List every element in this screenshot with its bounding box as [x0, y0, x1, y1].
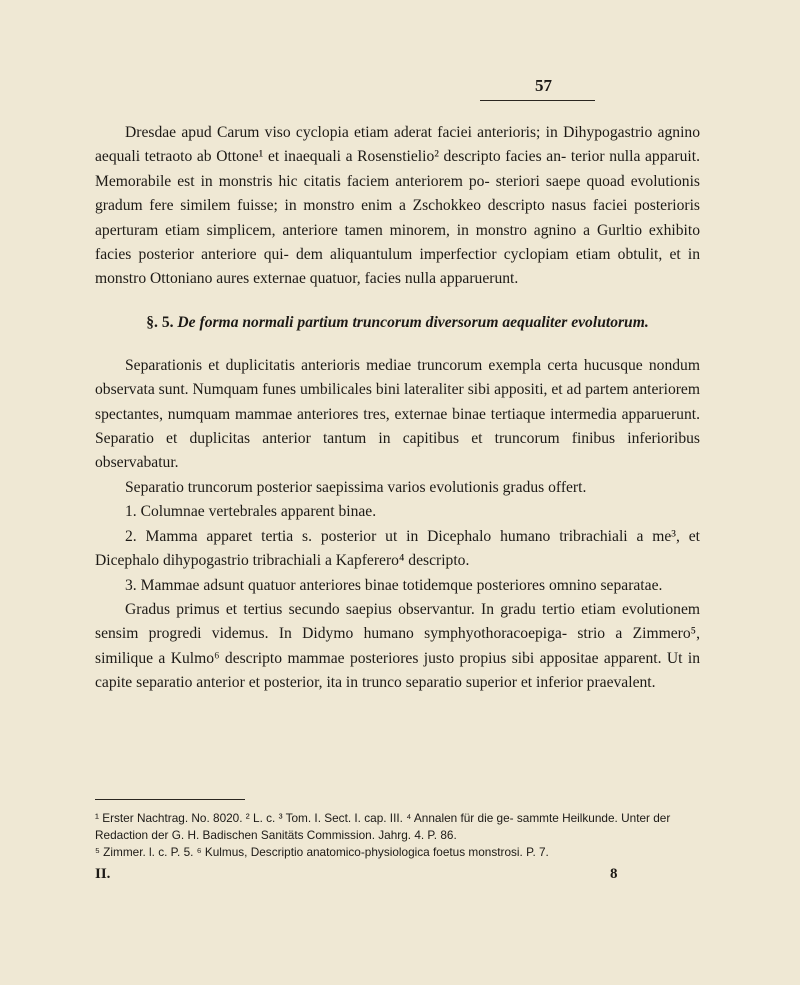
footnote-rule [95, 799, 245, 800]
paragraph-1: Dresdae apud Carum viso cyclopia etiam aderat faciei anterioris; in Dihypogastrio agnino aequali tetraoto ab Ottone¹ et inaequali a Rosenstielio² descripto facies an- terior nulla apparuit. Memorabile est in monstris hic citatis faciem anteriorem po- steriori saepe quoad evolutionis gradum fere similem fuisse; in monstro enim a Zschokkeo descripto nasus faciei posterioris aperturam etiam simplicem, anteriore tamen minorem, in monstro agnino a Gurltio exhibito facies posterior anteriore qui- dem aliquantulum imperfectior cyclopiam etiam obtulit, et in monstro Ottoniano aures externae quatuor, facies nulla apparuerunt. [95, 124, 700, 288]
list-item-1: 1. Columnae vertebrales apparent binae. [125, 503, 377, 521]
paragraph-4: Gradus primus et tertius secundo saepius observantur. In gradu tertio etiam evolutionem sensim progredi videmus. In Didymo humano symphyothoracoepiga- strio a Zimmero⁵, similique a Kulmo⁶ descripto mammae posteriores justo propius sibi appositae apparent. Ut in capite separatio anterior et posterior, ita in trunco separatio superior et inferior praevalent. [95, 600, 700, 692]
section-heading [95, 312, 700, 334]
section-number: §. 5. [146, 313, 174, 331]
paragraph-3: Separatio truncorum posterior saepissima varios evolutionis gradus offert. [125, 478, 587, 496]
sheet-signature: 8 [610, 866, 618, 882]
signature-line [95, 866, 705, 883]
main-text [95, 121, 700, 696]
list-item-3: 3. Mammae adsunt quatuor anteriores binae totidemque posteriores omnino separatae. [125, 576, 663, 594]
footnotes [95, 810, 705, 861]
volume-mark: II. [95, 866, 111, 882]
paragraph-2: Separationis et duplicitatis anterioris mediae truncorum exempla certa hucusque nondum observata sunt. Numquam funes umbilicales bini lateraliter sibi appositi, et ad partem anteriorem spectantes, numquam mammae anteriores tres, externae binae tertiaque intermedia apparuerunt. Separatio et duplicitas anterior tantum in capitibus et truncorum finibus inferioribus observabatur. [95, 356, 700, 472]
header-rule [480, 100, 595, 101]
list-item-2: 2. Mamma apparet tertia s. posterior ut in Dicephalo humano tribrachiali a me³, et Dicephalo dihypogastrio tribrachiali a Kapferero⁴ descripto. [95, 527, 700, 570]
section-title: De forma normali partium truncorum diversorum aequaliter evolutorum. [177, 313, 649, 331]
footnote-line-2: ⁵ Zimmer. l. c. P. 5. ⁶ Kulmus, Descriptio anatomico-physiologica foetus monstrosi. P. 7. [95, 845, 549, 859]
footnote-line-1: ¹ Erster Nachtrag. No. 8020. ² L. c. ³ Tom. I. Sect. I. cap. III. ⁴ Annalen für die ge- sammte Heilkunde. Unter der Redaction der G. H. Badischen Sanitäts Commission. Jahrg. 4. P. 86. [95, 811, 671, 842]
page-number: 57 [535, 76, 552, 95]
